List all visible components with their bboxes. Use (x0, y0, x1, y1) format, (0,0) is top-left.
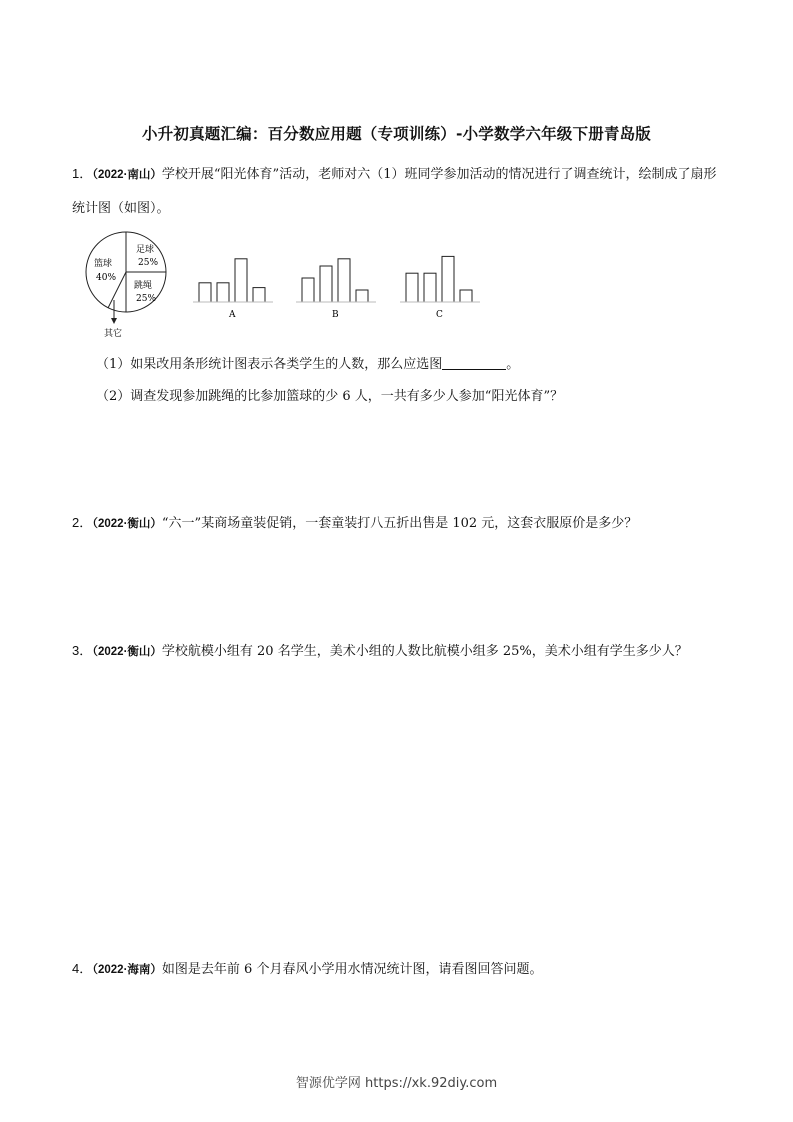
pie-percent: 40% (96, 273, 117, 283)
question-1-sub-2: （2）调查发现参加跳绳的比参加篮球的少 6 人，一共有多少人参加“阳光体育”？ (96, 389, 564, 404)
bar (253, 288, 265, 302)
sub-question-text: （1）如果改用条形统计图表示各类学生的人数，那么应选图 (96, 357, 443, 372)
bar (406, 273, 418, 302)
pie-label: 其它 (104, 329, 123, 339)
bar-chart-option-c (400, 256, 480, 320)
question-1-sub-1 (96, 354, 519, 376)
bar (199, 283, 211, 302)
bar (235, 259, 247, 302)
question-number: 2． (72, 515, 93, 530)
question-text: “六一”某商场童装促销，一套童装打八五折出售是 102 元，这套衣服原价是多少？ (161, 516, 638, 531)
bar-option-label: B (332, 310, 339, 320)
question-1 (72, 157, 724, 225)
question-source: （2022·衡山） (92, 646, 162, 658)
bar (356, 290, 368, 302)
question-text: 学校航模小组有 20 名学生，美术小组的人数比航模小组多 25%，美术小组有学生多少人？ (161, 644, 688, 659)
pie-label: 篮球 (94, 259, 113, 269)
question-2 (72, 506, 724, 541)
bar-chart-options (193, 256, 480, 320)
pie-chart (86, 232, 166, 339)
question-source: （2022·海南） (92, 964, 162, 976)
bar-chart-option-b (296, 259, 376, 320)
bar-chart-option-a (193, 259, 273, 320)
bar (442, 256, 454, 302)
question-3 (72, 634, 724, 669)
page-footer: 智源优学网 https://xk.92diy.com (295, 1076, 498, 1091)
bar-option-label: C (436, 310, 443, 320)
question-number: 1． (72, 166, 93, 181)
bar (424, 273, 436, 302)
bar (338, 259, 350, 302)
pie-percent: 25% (136, 294, 157, 304)
pie-label: 足球 (136, 245, 155, 255)
bar (217, 283, 229, 302)
question-number: 4． (72, 961, 93, 976)
bar (460, 290, 472, 302)
question-4 (72, 952, 724, 987)
bar (320, 266, 332, 302)
question-source: （2022·衡山） (92, 518, 162, 530)
answer-blank[interactable] (442, 355, 506, 370)
bar-option-label: A (229, 310, 236, 320)
question-number: 3． (72, 643, 93, 658)
question-text: 学校开展“阳光体育”活动，老师对六（1）班同学参加活动的情况进行了调查统计，绘制成了扇形统计图（如图）。 (72, 167, 717, 216)
question-1-figure (84, 222, 484, 344)
pie-label: 跳绳 (134, 281, 153, 291)
question-text: 如图是去年前 6 个月春风小学用水情况统计图，请看图回答问题。 (161, 962, 543, 977)
page-title: 小升初真题汇编：百分数应用题（专项训练）-小学数学六年级下册青岛版 (141, 125, 652, 143)
sub-question-suffix: 。 (506, 357, 520, 372)
pie-percent: 25% (138, 258, 159, 268)
pie-pointer-arrow (111, 318, 117, 324)
question-source: （2022·南山） (92, 169, 162, 181)
bar (302, 278, 314, 302)
